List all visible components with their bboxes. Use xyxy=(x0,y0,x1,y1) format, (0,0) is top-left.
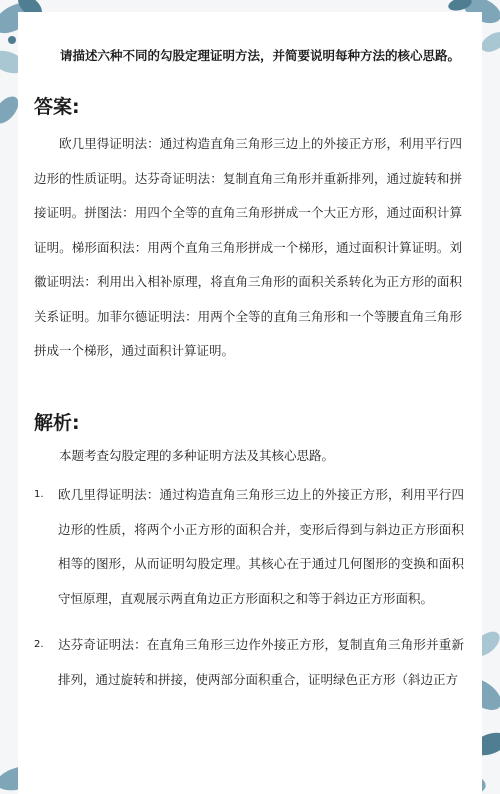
list-item-text: 欧几里得证明法：通过构造直角三角形三边上的外接正方形，利用平行四边形的性质，将两个小正方形的面积合并，变形后得到与斜边正方形面积相等的图形，从而证明勾股定理。其核心在于通过几何图形的变换和面积守恒原理，直观展示两直角边正方形面积之和等于斜边正方形面积。 xyxy=(58,487,464,606)
answer-paragraph: 欧几里得证明法：通过构造直角三角形三边上的外接正方形，利用平行四边形的性质证明。达芬奇证明法：复制直角三角形并重新排列，通过旋转和拼接证明。拼图法：用四个全等的直角三角形拼成一个大正方形，通过面积计算证明。梯形面积法：用两个直角三角形拼成一个梯形，通过面积计算证明。刘徽证明法：利用出入相补原理，将直角三角形的面积关系转化为正方形的面积关系证明。加菲尔德证明法：用两个全等的直角三角形和一个等腰直角三角形拼成一个梯形，通过面积计算证明。 xyxy=(34,136,462,358)
analysis-heading: 解析: xyxy=(34,412,80,434)
question-text: 请描述六种不同的勾股定理证明方法，并简要说明每种方法的核心思路。 xyxy=(60,48,461,63)
analysis-intro: 本题考查勾股定理的多种证明方法及其核心思路。 xyxy=(59,448,335,463)
list-number: 1. xyxy=(34,489,44,500)
analysis-item-1 xyxy=(34,478,464,616)
analysis-item-2 xyxy=(34,628,464,697)
list-number: 2. xyxy=(34,639,44,650)
answer-heading: 答案: xyxy=(34,96,80,118)
list-item-text: 达芬奇证明法：在直角三角形三边作外接正方形，复制直角三角形并重新排列，通过旋转和拼接，使两部分面积重合，证明绿色正方形（斜边正方 xyxy=(58,637,464,687)
